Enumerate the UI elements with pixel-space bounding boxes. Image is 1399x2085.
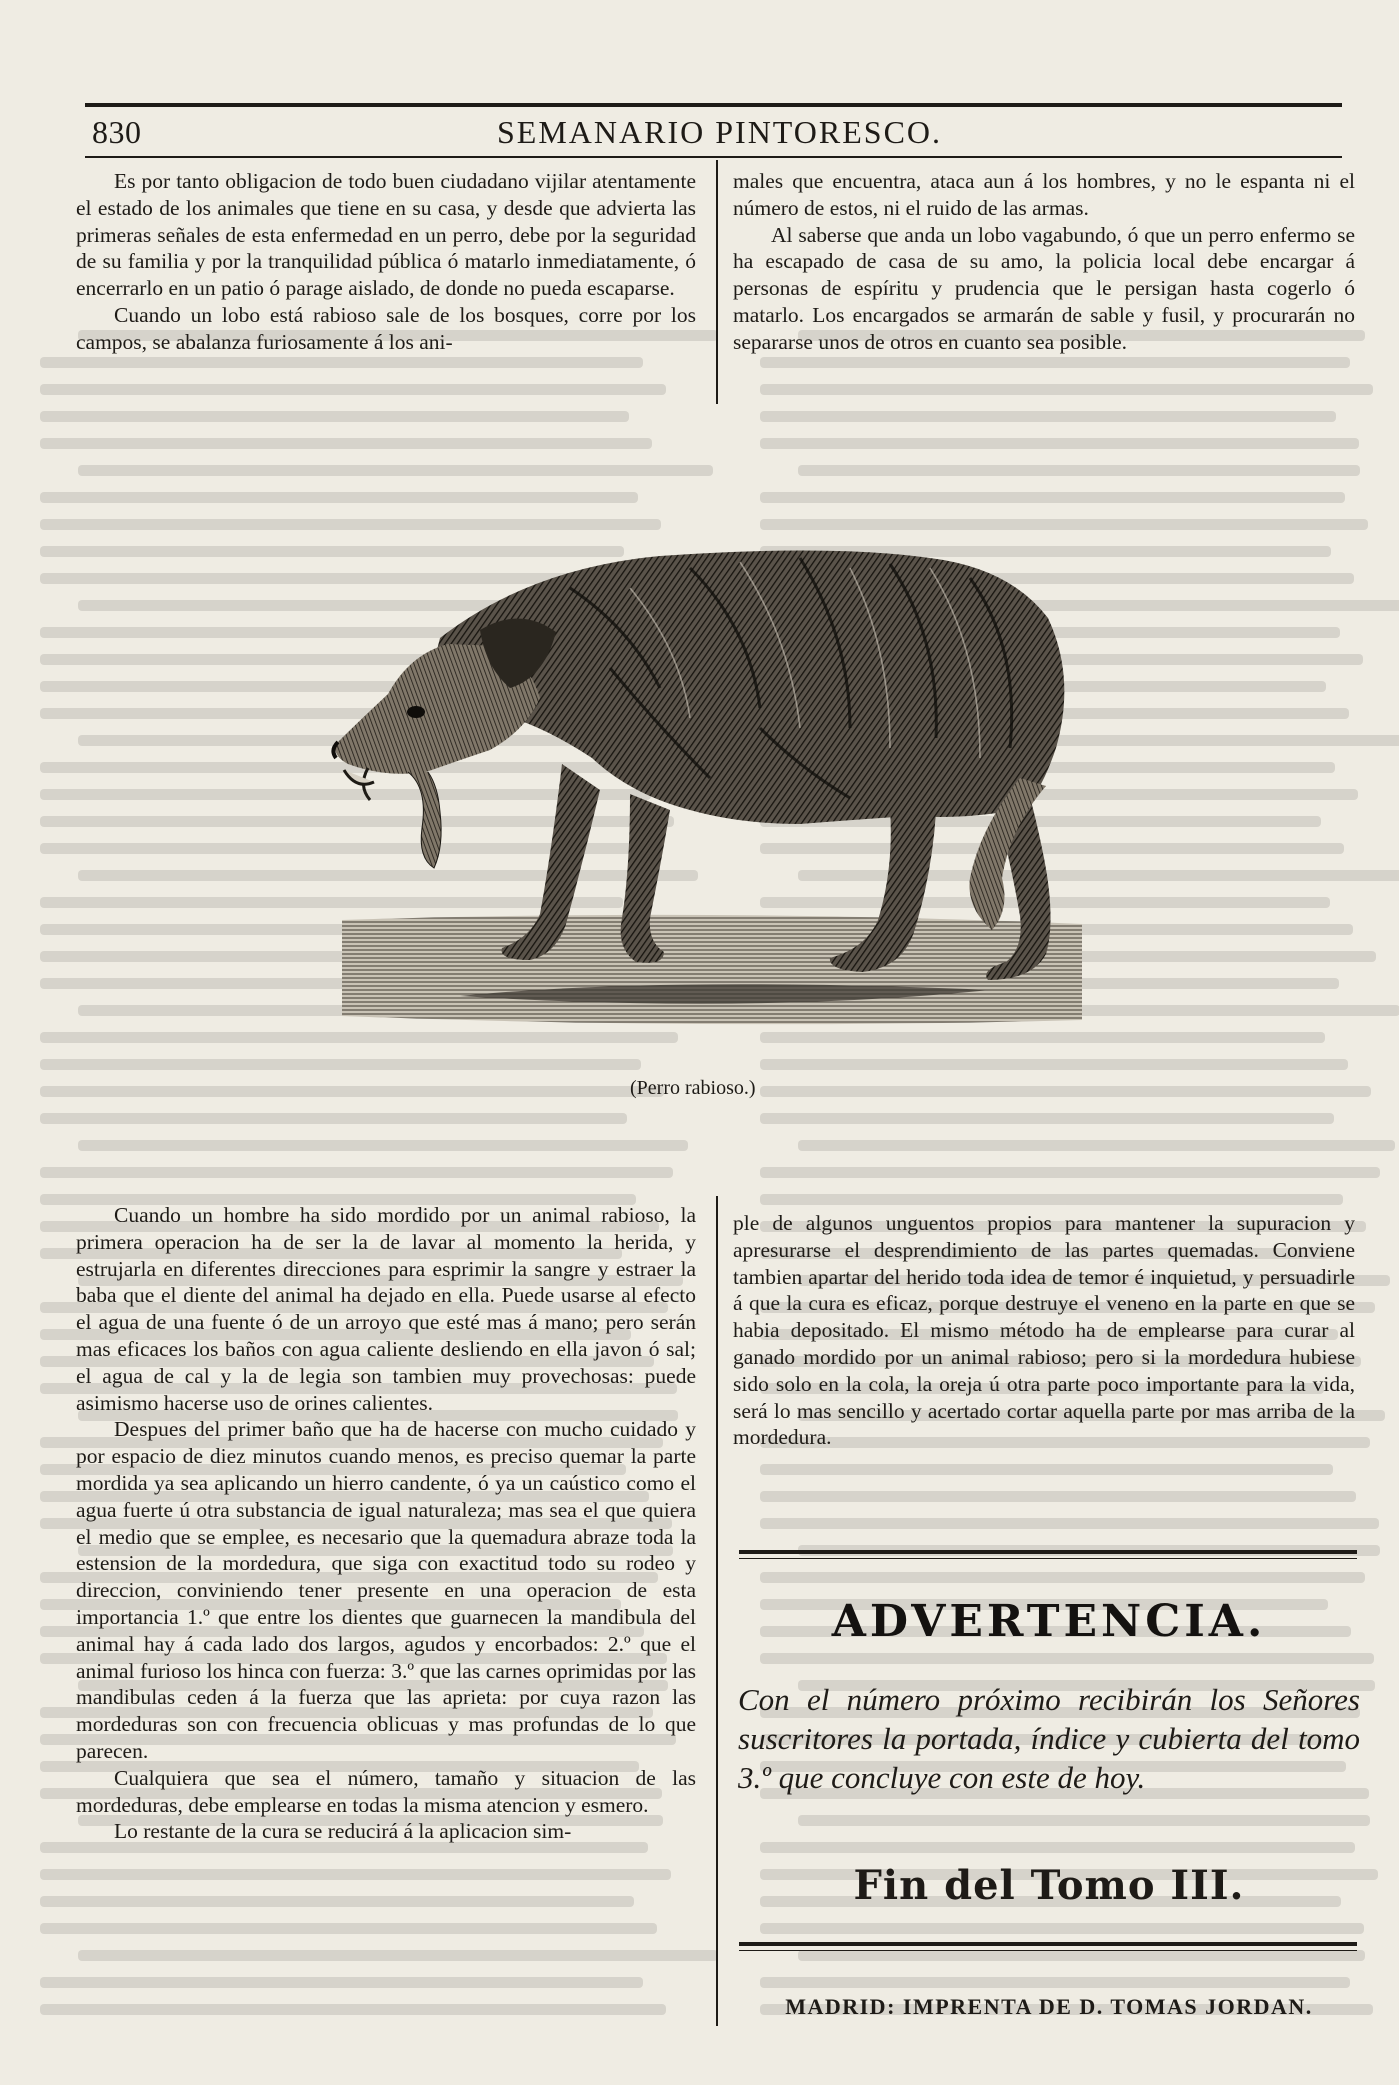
bleed-line (40, 1896, 634, 1907)
bottom-right-column (733, 1210, 1355, 1451)
bleed-line (40, 438, 652, 449)
paragraph: Es por tanto obligacion de todo buen ciudadano vijilar atentamente el estado de los animales que tiene en su casa, y desde que advierta las primeras señales de esta enfermedad en un perro, debe por la seguridad de su familia y por la tranquilidad pública ó matarlo inmediatamente, ó encerrarlo en un patio ó parage aislado, de donde no pueda escaparse. (76, 169, 696, 301)
bleed-line (760, 1464, 1333, 1475)
bleed-line (40, 2004, 666, 2015)
bleed-line (760, 492, 1345, 503)
paragraph: Despues del primer baño que ha de hacerse con mucho cuidado y por espacio de diez minutos cuando menos, es preciso quemar la parte mordida ya sea aplicando un hierro candente, ó ya un caústico como el agua fuerte ú otra substancia de igual naturaleza; mas sea el que quiera el medio que se emplee, es necesario que la quemadura abraze toda la estension de la mordedura, que siga con exactitud todo su rodeo y direccion, conviniendo tener presente en una operacion de esta importancia 1.º que entre los dientes que guarnecen la mandibula del animal hay á cada lado dos largos, agudos y encorbados: 2.º que el animal furioso los hinca con fuerza: 3.º que las carnes oprimidas por las mandibulas ceden á la fuerza que las aprieta: por cuya razon las mordeduras son con frecuencia oblicuas y mas profundas de lo que parecen. (76, 1417, 696, 1763)
bleed-line (760, 1923, 1364, 1934)
bleed-line (760, 1842, 1355, 1853)
bottom-left-column (76, 1202, 696, 1845)
printer-imprint: MADRID: IMPRENTA DE D. TOMAS JORDAN. (785, 1994, 1313, 2019)
paragraph: ple de algunos unguentos propios para mantener la supuracion y apresurarse el desprendimiento de las partes quemadas. Conviene tambien apartar del herido toda idea de temor é inquietud, y persuadirle á que la cura es eficaz, porque destruye el veneno en la parte en que se habia depositado. El mismo método ha de emplearse para curar al ganado mordido por un animal rabioso; pero si la mordedura hubiese sido solo en la cola, la oreja ú otra parte poco importante para la vida, será lo mas sencillo y acertado cortar aquella parte por mas arriba de la mordedura. (733, 1211, 1355, 1450)
notice-body: Con el número próximo recibirán los Señores suscritores la portada, índice y cubierta del tomo 3.º que concluye con este de hoy. (738, 1682, 1360, 1795)
bleed-line (760, 1194, 1343, 1205)
paragraph: males que encuentra, ataca aun á los hombres, y no le espanta ni el número de estos, ni el ruido de las armas. (733, 169, 1355, 220)
bleed-line (798, 1950, 1365, 1961)
notice-title: ADVERTENCIA. (831, 1596, 1267, 1647)
bleed-line (40, 1977, 643, 1988)
page-number: 830 (92, 114, 142, 150)
bleed-line (40, 411, 629, 422)
bleed-line (760, 357, 1350, 368)
header-bottom-rule (85, 156, 1342, 158)
bleed-line (760, 1518, 1379, 1529)
bleed-line (760, 1086, 1371, 1097)
paragraph: Cuando un lobo está rabioso sale de los bosques, corre por los campos, se abalanza furiosamente á los ani- (76, 302, 696, 354)
paragraph: Cualquiera que sea el número, tamaño y situacion de las mordeduras, debe emplearse en todas la misma atencion y esmero. (76, 1765, 696, 1817)
bleed-line (40, 1113, 627, 1124)
bleed-line (760, 1653, 1374, 1664)
bleed-line (798, 1140, 1395, 1151)
top-right-column (733, 168, 1355, 356)
bleed-line (40, 357, 643, 368)
bleed-line (40, 1869, 671, 1880)
top-left-column (76, 168, 696, 356)
bleed-line (40, 384, 666, 395)
column-divider-bottom (716, 1196, 718, 2026)
notice-top-rule-thin (739, 1558, 1357, 1559)
notice-top-rule (739, 1550, 1357, 1554)
bleed-line (40, 1167, 673, 1178)
column-divider-top (716, 160, 718, 404)
journal-title: SEMANARIO PINTORESCO. (497, 114, 943, 150)
bleed-line (760, 384, 1373, 395)
bleed-line (40, 1923, 657, 1934)
bleed-line (78, 465, 713, 476)
paragraph: Lo restante de la cura se reducirá á la aplicacion sim- (114, 1819, 572, 1844)
bleed-line (78, 1140, 688, 1151)
bleed-line (760, 411, 1336, 422)
bleed-line (760, 1572, 1365, 1583)
bleed-line (798, 1815, 1370, 1826)
bleed-line (760, 1491, 1356, 1502)
bleed-line (798, 465, 1360, 476)
paragraph: Cuando un hombre ha sido mordido por un animal rabioso, la primera operacion ha de ser la de lavar al momento la herida, y estrujarla en diferentes direcciones para esprimir la sangre y estraer la baba que el diente del animal ha dejado en ella. Puede usarse al efecto el agua de una fuente ó de un arroyo que esté mas á mano; pero serán mas eficaces los baños con agua caliente desliendo en ella javon ó sal; el agua de cal y la de legia son tambien muy provechosas: puede asimismo hacerse uso de orines calientes. (76, 1203, 696, 1415)
header-top-rule (85, 103, 1342, 107)
bleed-line (78, 1950, 718, 1961)
bleed-line (760, 1167, 1380, 1178)
notice-bottom-rule (739, 1942, 1357, 1946)
bleed-line (40, 492, 638, 503)
bleed-line (760, 1113, 1334, 1124)
bleed-line (40, 1086, 664, 1097)
bleed-line (760, 438, 1359, 449)
illustration-caption: (Perro rabioso.) (630, 1077, 756, 1099)
end-of-volume: Fin del Tomo III. (853, 1862, 1245, 1909)
paragraph: Al saberse que anda un lobo vagabundo, ó que un perro enfermo se ha escapado de casa de su amo, la policia local debe encargar á personas de espíritu y prudencia que le persigan hasta cogerlo ó matarlo. Los encargados se armarán de sable y fusil, y procurarán no separarse unos de otros en cuanto sea posible. (733, 222, 1355, 354)
rabid-dog-engraving (330, 528, 1090, 1062)
bleed-line (760, 1977, 1350, 1988)
notice-bottom-rule-thin (739, 1950, 1357, 1951)
